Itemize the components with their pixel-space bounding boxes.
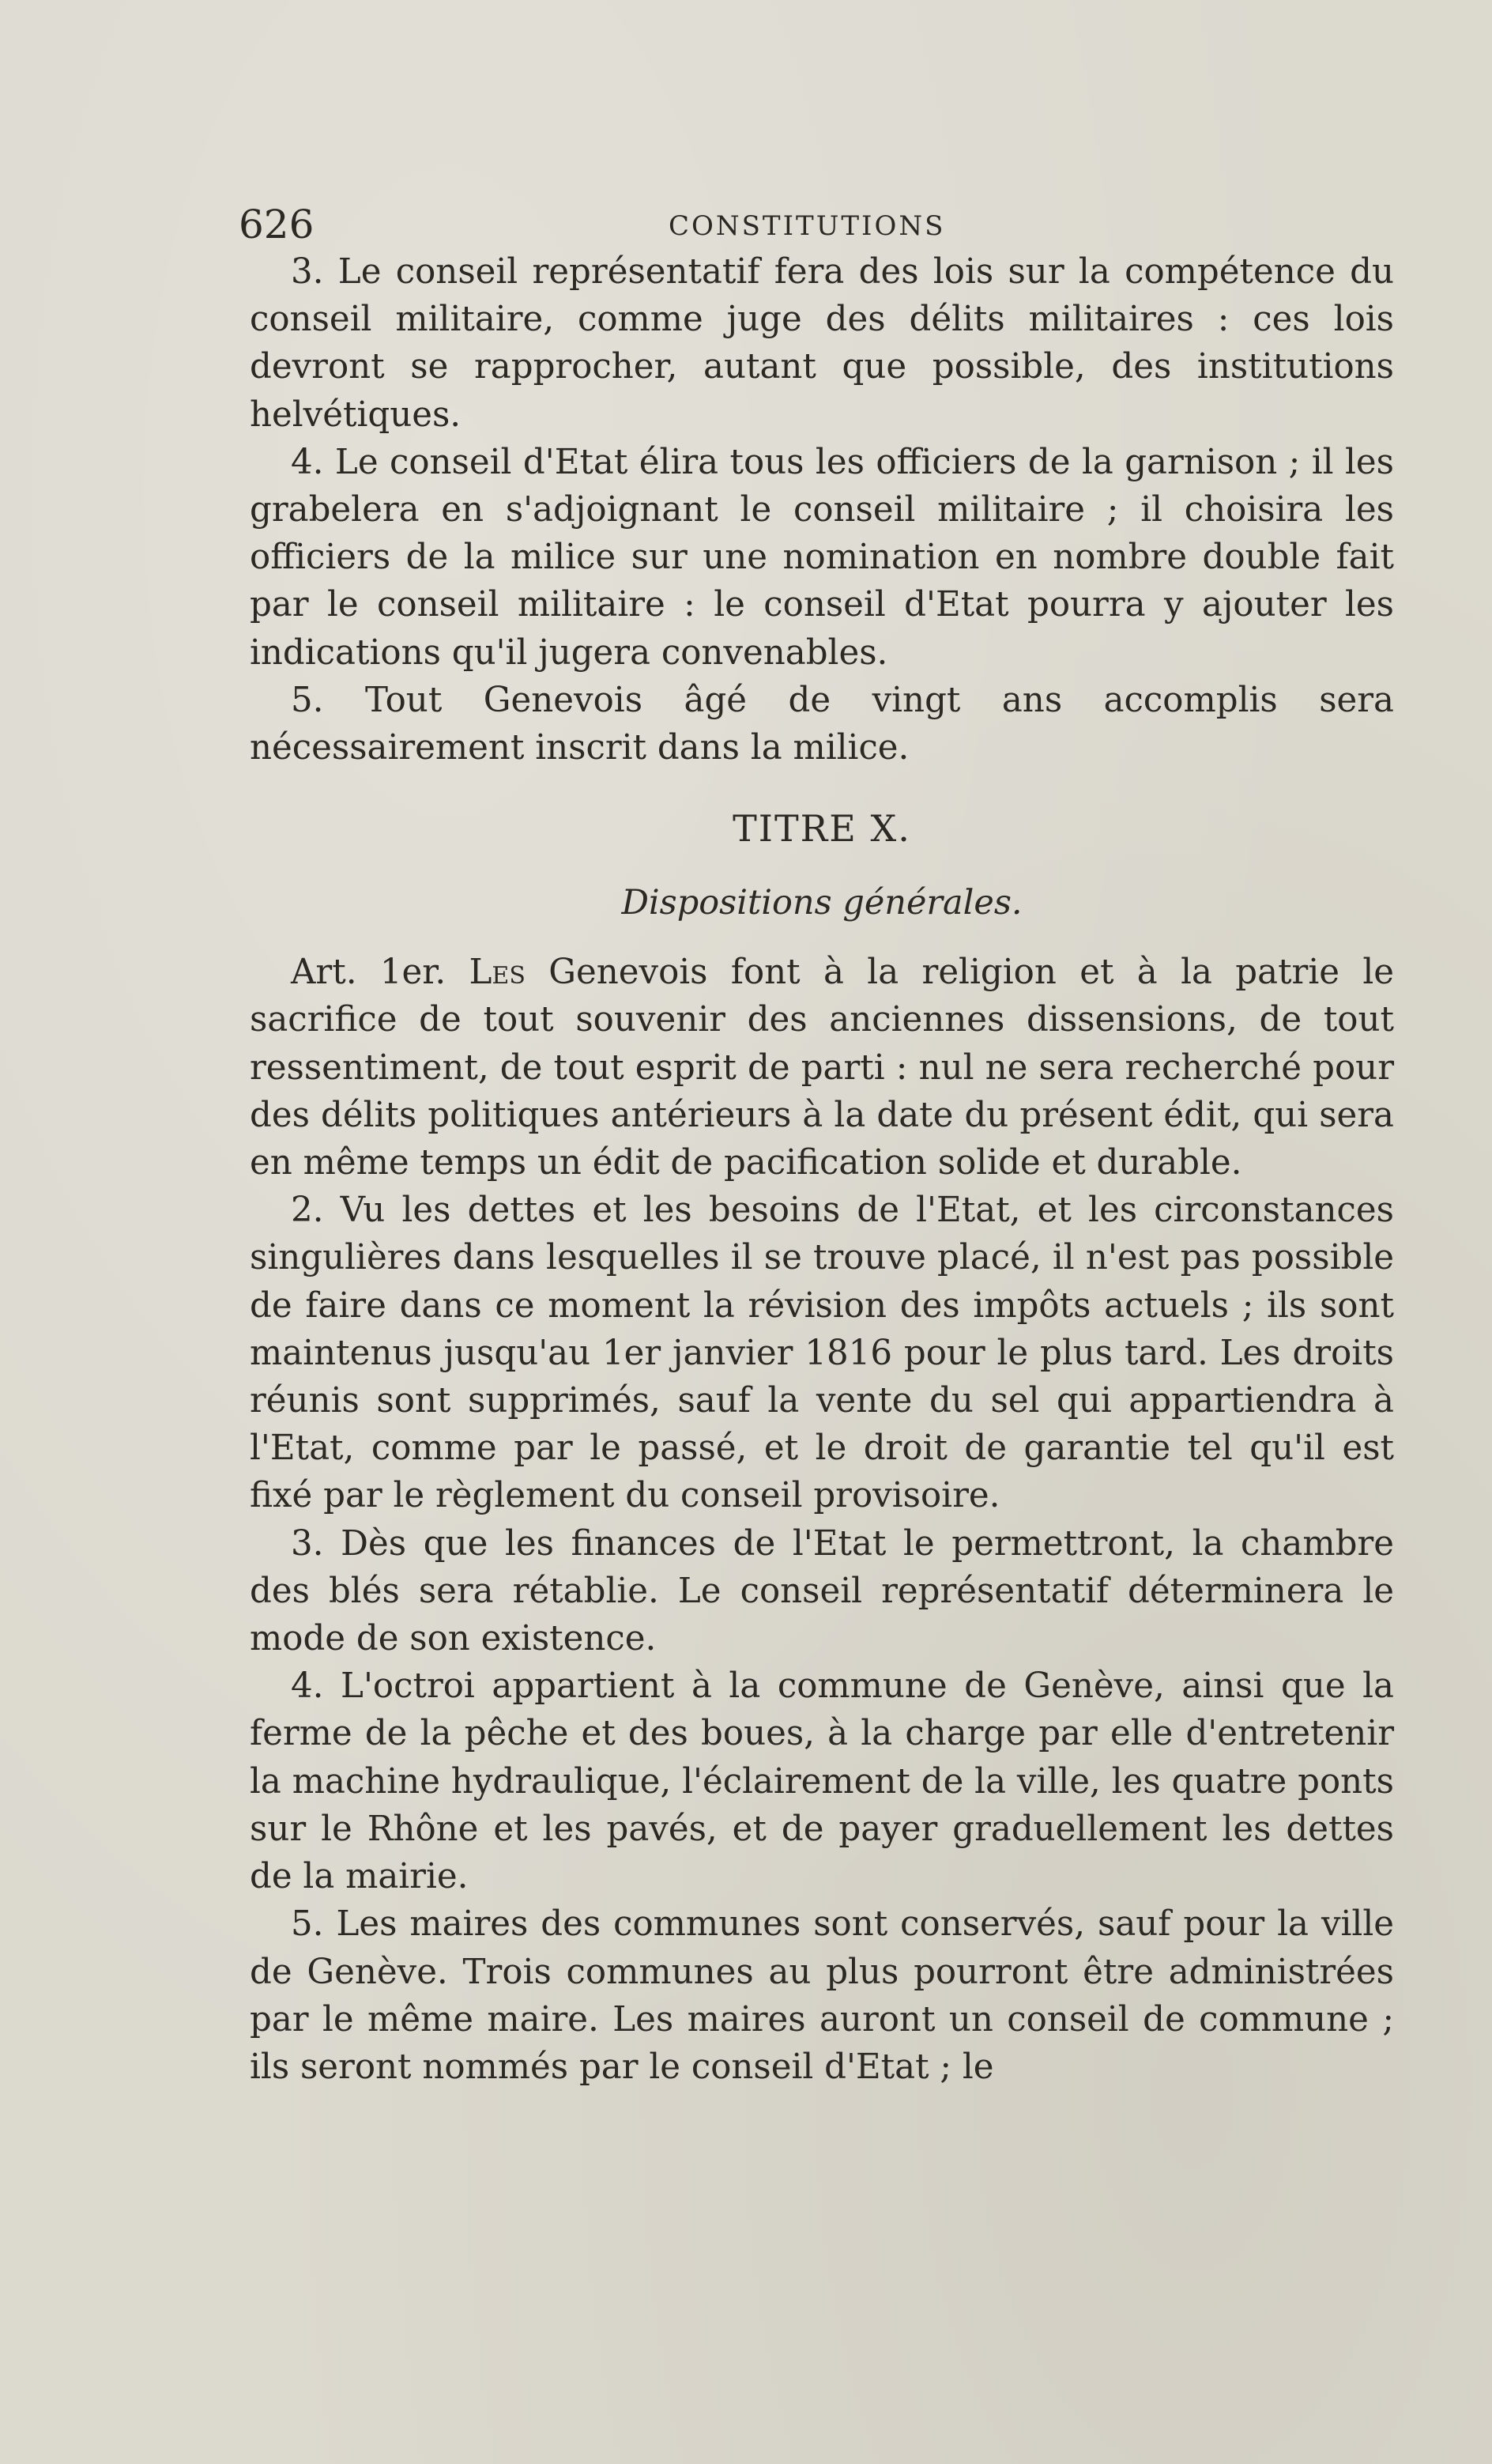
article-4-octroi: 4. L'octroi appartient à la commune de Genève, ainsi que la ferme de la pêche et des boues, à la charge par elle d'entretenir la machine hydraulique, l'éclairement de la ville, les quatre ponts sur le Rhône et les pavés, et de payer graduellement les dettes de la mairie. [250,1666,1394,1897]
article-lead-word: Les [469,953,526,993]
article-text: Genevois font à la religion et à la patrie le sacrifice de tout souvenir des anciennes dissensions, de tout ressentiment, de tout esprit de parti : nul ne sera recherché pour des délits politiques antérieurs à la date du présent édit, qui sera en même temps un édit de pacification solide et durable. [250,953,1395,1183]
article-3-military: 3. Le conseil représentatif fera des lois sur la compétence du conseil militaire, comme juge des délits militaires : ces lois devront se rapprocher, autant que possible, des institutions helvétiques. [250,252,1394,435]
article-4-officers: 4. Le conseil d'Etat élira tous les officiers de la garnison ; il les grabelera en s'adjoignant le conseil militaire ; il choisira les officiers de la milice sur une nomination en nombre double fait par le conseil militaire : le conseil d'Etat pourra y ajouter les indications qu'il jugera convenables. [250,442,1394,673]
article-3-grain-chamber: 3. Dès que les finances de l'Etat le permettront, la chambre des blés sera rétablie. Le conseil représentatif déterminera le mode de son existence. [250,1523,1394,1659]
title-subheading: Dispositions générales. [621,883,1023,923]
article-1-pacification [250,949,1394,1187]
running-header [239,201,1394,248]
article-5-militia: 5. Tout Genevois âgé de vingt ans accomplis sera nécessairement inscrit dans la milice. [250,680,1394,768]
running-title: CONSTITUTIONS [669,210,946,242]
title-heading: TITRE X. [733,807,911,851]
page-text-block [239,201,1395,2091]
page-number: 626 [239,202,315,247]
article-label: Art. 1er. [291,953,446,993]
article-5-mayors: 5. Les maires des communes sont conservés, sauf pour la ville de Genève. Trois communes au plus pourront être administrées par le même maire. Les maires auront un conseil de commune ; ils seront nommés par le conseil d'Etat ; le [250,1904,1394,2087]
article-2-taxes: 2. Vu les dettes et les besoins de l'Etat, et les circonstances singulières dans lesquelles il se trouve placé, il n'est pas possible de faire dans ce moment la révision des impôts actuels ; ils sont maintenus jusqu'au 1er janvier 1816 pour le plus tard. Les droits réunis sont supprimés, sauf la vente du sel qui appartiendra à l'Etat, comme par le passé, et le droit de garantie tel qu'il est fixé par le règlement du conseil provisoire. [250,1190,1394,1516]
